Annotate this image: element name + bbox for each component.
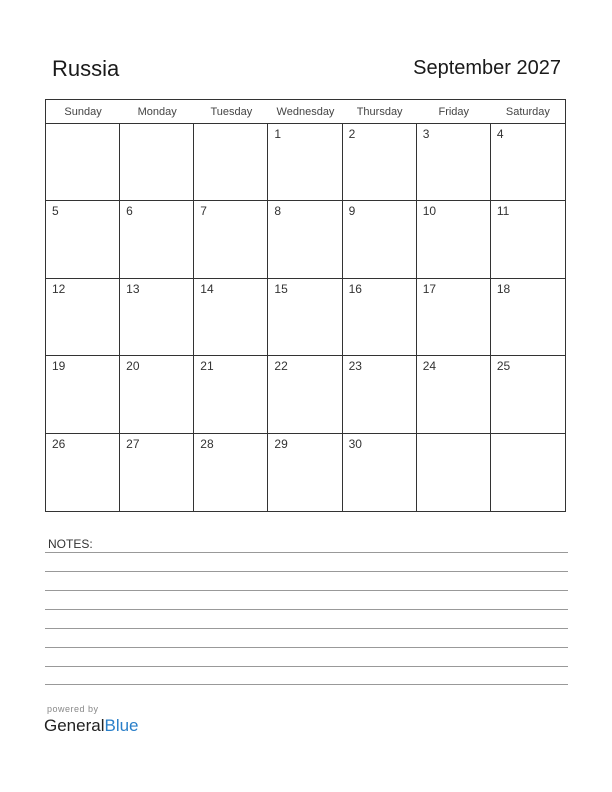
day-cell: 16 (343, 279, 417, 356)
month-year-title: September 2027 (413, 57, 561, 79)
day-cell: 25 (491, 356, 565, 433)
day-cell: 26 (46, 434, 120, 511)
day-cell: 13 (120, 279, 194, 356)
day-cell: 18 (491, 279, 565, 356)
day-cell: 19 (46, 356, 120, 433)
day-cell: 27 (120, 434, 194, 511)
day-cell: 30 (343, 434, 417, 511)
day-cell (194, 124, 268, 201)
note-line (45, 552, 568, 553)
day-cell: 9 (343, 201, 417, 278)
note-line (45, 666, 568, 667)
weekday-wednesday: Wednesday (276, 106, 335, 118)
day-cell: 11 (491, 201, 565, 278)
day-cell: 24 (417, 356, 491, 433)
weekday-friday: Friday (438, 106, 470, 118)
weekday-header-row (46, 100, 565, 124)
powered-by-text: powered by (47, 704, 99, 714)
day-cell: 22 (268, 356, 342, 433)
weekday-saturday: Saturday (505, 106, 550, 118)
weekday-tuesday: Tuesday (210, 106, 253, 118)
day-cell: 8 (268, 201, 342, 278)
day-cell: 1 (268, 124, 342, 201)
note-line (45, 684, 568, 685)
day-cell (417, 434, 491, 511)
note-line (45, 647, 568, 648)
calendar-grid (45, 99, 566, 512)
day-cell: 7 (194, 201, 268, 278)
country-title: Russia (52, 56, 120, 81)
day-cell: 23 (343, 356, 417, 433)
brand-general: General (44, 716, 105, 735)
day-cell (491, 434, 565, 511)
day-cell: 28 (194, 434, 268, 511)
day-cell: 6 (120, 201, 194, 278)
note-line (45, 571, 568, 572)
note-line (45, 628, 568, 629)
day-cell (46, 124, 120, 201)
day-cell: 2 (343, 124, 417, 201)
day-cell (120, 124, 194, 201)
day-cell: 21 (194, 356, 268, 433)
brand-logo[interactable] (44, 716, 139, 736)
day-cell: 3 (417, 124, 491, 201)
day-cell: 4 (491, 124, 565, 201)
weekday-thursday: Thursday (356, 106, 403, 118)
weekday-sunday: Sunday (64, 106, 102, 118)
note-line (45, 590, 568, 591)
day-grid (46, 124, 565, 511)
day-cell: 14 (194, 279, 268, 356)
brand-blue: Blue (104, 716, 139, 735)
day-cell: 5 (46, 201, 120, 278)
day-cell: 20 (120, 356, 194, 433)
day-cell: 15 (268, 279, 342, 356)
day-cell: 29 (268, 434, 342, 511)
day-cell: 10 (417, 201, 491, 278)
day-cell: 17 (417, 279, 491, 356)
notes-label: NOTES: (48, 537, 93, 551)
day-cell: 12 (46, 279, 120, 356)
note-line (45, 609, 568, 610)
weekday-monday: Monday (137, 106, 177, 118)
